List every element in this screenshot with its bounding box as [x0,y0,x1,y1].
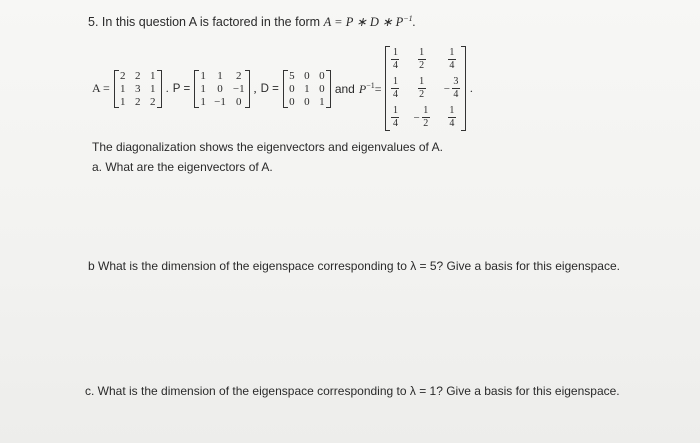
matrix-P-inverse-entry [448,106,456,129]
denominator: 4 [449,60,455,71]
denominator: 2 [419,89,425,100]
matrix-A-label: A = [92,81,110,95]
denominator: 2 [423,118,429,129]
denominator: 4 [449,118,455,129]
question-number: 5. [88,15,99,30]
numerator: 1 [423,105,429,116]
matrix-A [114,70,162,108]
fraction [418,77,426,100]
denominator: 4 [392,60,398,71]
matrix-Pinv-end: . [469,81,473,95]
fraction [422,106,430,129]
matrix-D [283,70,331,108]
matrix-A-entry: 1 [150,69,156,82]
matrix-D-entry: 0 [289,82,295,95]
factorization-formula: A = P ∗ D ∗ $P^{-1}$. [323,14,416,30]
numerator: 3 [453,76,459,87]
numerator: 1 [449,47,455,58]
and-word: and [334,81,355,96]
matrix-D-label: D = [260,82,279,95]
part-c-question: c. What is the dimension of the eigenspace corresponding to λ = 1? Give a basis for this eigenspace. [85,384,620,398]
denominator: 4 [392,118,398,129]
question-intro: In this question A is factored in the form [101,15,321,30]
numerator: 1 [449,105,455,116]
minus-sign: − [413,111,420,124]
matrix-P-entry: −1 [232,82,245,95]
matrix-A-entry: 2 [135,69,141,82]
matrix-D-entry: 0 [289,95,295,108]
matrix-D-entry: 1 [319,95,325,108]
matrix-P-entry: 0 [235,95,242,108]
part-a-question: a. What are the eigenvectors of A. [92,160,273,174]
fraction [448,106,456,129]
matrix-P-entry: 1 [200,95,206,108]
denominator: 2 [419,60,425,71]
numerator: 1 [392,105,398,116]
matrix-D-entry: 1 [304,82,310,95]
matrix-equation [92,46,477,131]
matrix-A-entry: 1 [120,95,126,108]
matrix-P-entry: 2 [235,69,242,82]
fraction [418,48,426,71]
matrix-P-entry: 0 [217,82,223,95]
denominator: 4 [453,89,459,100]
matrix-P-inverse-entry [444,77,460,100]
matrix-P-label: P = [172,82,191,95]
matrix-A-entry: 2 [120,69,126,82]
matrix-P-separator: , [253,81,257,95]
numerator: 1 [419,47,425,58]
matrix-A-entry: 1 [150,82,156,95]
diagonalization-statement: The diagonalization shows the eigenvectors and eigenvalues of A. [92,140,443,154]
matrix-A-entry: 3 [135,82,141,95]
fraction [391,106,399,129]
matrix-P-inverse-entry [418,48,426,71]
denominator: 4 [392,89,398,100]
matrix-D-entry: 0 [304,95,310,108]
matrix-P-entry: 1 [200,82,206,95]
numerator: 1 [392,47,398,58]
question-header [88,14,416,30]
fraction [391,77,399,100]
fraction [452,77,460,100]
matrix-P-inverse-entry [391,48,399,71]
matrix-P-inverse-entry [391,106,399,129]
numerator: 1 [392,76,398,87]
matrix-A-entry: 2 [150,95,156,108]
matrix-P [194,70,249,108]
matrix-Pinv-label: $P^{-1}=$ [358,80,382,96]
matrix-P-inverse-entry [448,48,456,71]
matrix-P-entry: 1 [200,69,206,82]
matrix-P-inverse [385,46,465,131]
matrix-D-entry: 0 [304,69,310,82]
matrix-A-entry: 2 [135,95,141,108]
minus-sign: − [443,82,450,95]
fraction [448,48,456,71]
matrix-D-entry: 0 [319,82,325,95]
matrix-D-entry: 5 [289,69,295,82]
part-b-question: b What is the dimension of the eigenspace corresponding to λ = 5? Give a basis for this eigenspace. [88,259,620,273]
matrix-D-entry: 0 [319,69,325,82]
matrix-A-entry: 1 [120,82,126,95]
fraction [391,48,399,71]
matrix-A-separator: . [165,81,169,95]
numerator: 1 [419,76,425,87]
matrix-P-inverse-entry [418,77,426,100]
matrix-P-entry: −1 [214,95,226,108]
matrix-P-inverse-entry [391,77,399,100]
matrix-P-inverse-entry [413,106,429,129]
matrix-P-entry: 1 [217,69,223,82]
